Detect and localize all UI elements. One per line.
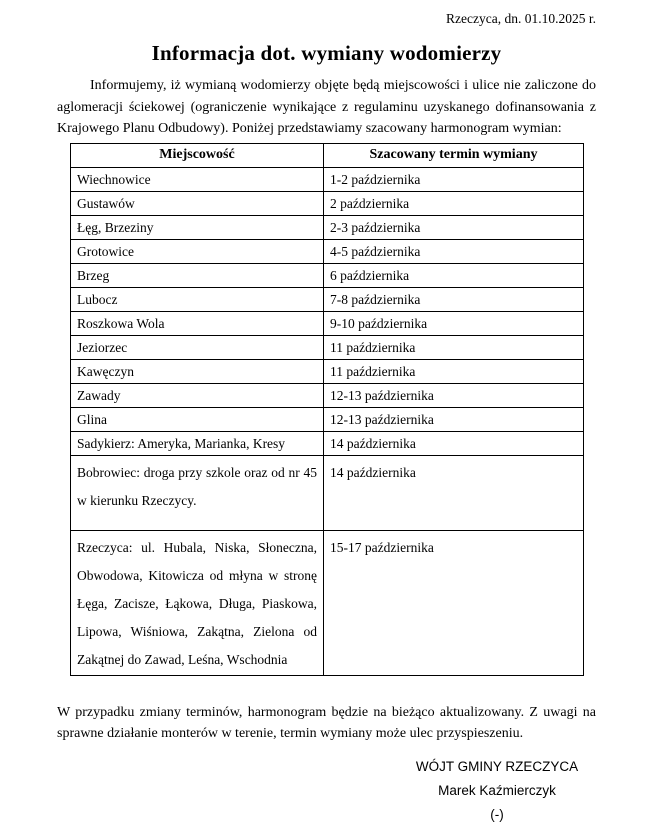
cell-termin: 2 października [324,191,584,215]
cell-termin: 15-17 października [324,530,584,675]
cell-miejscowosc: Kawęczyn [71,359,324,383]
cell-miejscowosc: Roszkowa Wola [71,311,324,335]
cell-miejscowosc: Sadykierz: Ameryka, Marianka, Kresy [71,431,324,455]
table-row [71,263,584,287]
signature-name: Marek Kaźmierczyk [438,782,556,798]
cell-termin: 14 października [324,431,584,455]
cell-miejscowosc: Glina [71,407,324,431]
date-line: Rzeczyca, dn. 01.10.2025 r. [446,11,596,26]
document-title: Informacja dot. wymiany wodomierzy [151,41,502,65]
table-row [71,530,584,675]
table-row [71,383,584,407]
footer-note: W przypadku zmiany terminów, harmonogram będzie na bieżąco aktualizowany. Z uwagi na sprawne działanie monterów w terenie, termin wymiany może ulec przyspieszeniu. [57,704,596,741]
col-header-miejscowosc: Miejscowość [71,143,324,167]
table-row [71,311,584,335]
signature-block [367,755,627,827]
cell-termin: 1-2 października [324,167,584,191]
cell-termin: 12-13 października [324,383,584,407]
cell-termin: 9-10 października [324,311,584,335]
schedule-table [70,143,584,676]
cell-miejscowosc: Grotowice [71,239,324,263]
signature-role: WÓJT GMINY RZECZYCA [415,758,579,774]
table-row [71,239,584,263]
cell-miejscowosc: Lubocz [71,287,324,311]
cell-miejscowosc: Zawady [71,383,324,407]
cell-termin: 7-8 października [324,287,584,311]
table-header-row [71,143,584,167]
cell-termin: 11 października [324,359,584,383]
table-row [71,191,584,215]
table-row [71,335,584,359]
cell-termin: 2-3 października [324,215,584,239]
cell-miejscowosc: Brzeg [71,263,324,287]
cell-termin: 11 października [324,335,584,359]
table-row [71,455,584,530]
table-row [71,359,584,383]
cell-miejscowosc: Łęg, Brzeziny [71,215,324,239]
table-row [71,287,584,311]
cell-termin: 12-13 października [324,407,584,431]
cell-miejscowosc: Wiechnowice [71,167,324,191]
cell-termin: 4-5 października [324,239,584,263]
table-row [71,215,584,239]
table-row [71,167,584,191]
signature-mark: (-) [490,806,504,822]
cell-miejscowosc: Jeziorzec [71,335,324,359]
table-row [71,407,584,431]
table-row [71,431,584,455]
cell-termin: 14 października [324,455,584,530]
cell-miejscowosc: Bobrowiec: droga przy szkole oraz od nr 45 w kierunku Rzeczycy. [71,455,324,530]
intro-paragraph: Informujemy, iż wymianą wodomierzy objęte będą miejscowości i ulice nie zaliczone do aglomeracji ściekowej (ograniczenie wynikające z regulaminu uzyskanego dofinansowania z Krajowego Planu Odbudowy). Poniżej przedstawiamy szacowany harmonogram wymian: [57,78,596,136]
cell-termin: 6 października [324,263,584,287]
cell-miejscowosc: Rzeczyca: ul. Hubala, Niska, Słoneczna, Obwodowa, Kitowicza od młyna w stronę Łęga, Zacisze, Łąkowa, Długa, Piaskowa, Lipowa, Wiśniowa, Zakątna, Zielona od Zakątnej do Zawad, Leśna, Wschodnia [71,530,324,675]
cell-miejscowosc: Gustawów [71,191,324,215]
col-header-termin: Szacowany termin wymiany [324,143,584,167]
